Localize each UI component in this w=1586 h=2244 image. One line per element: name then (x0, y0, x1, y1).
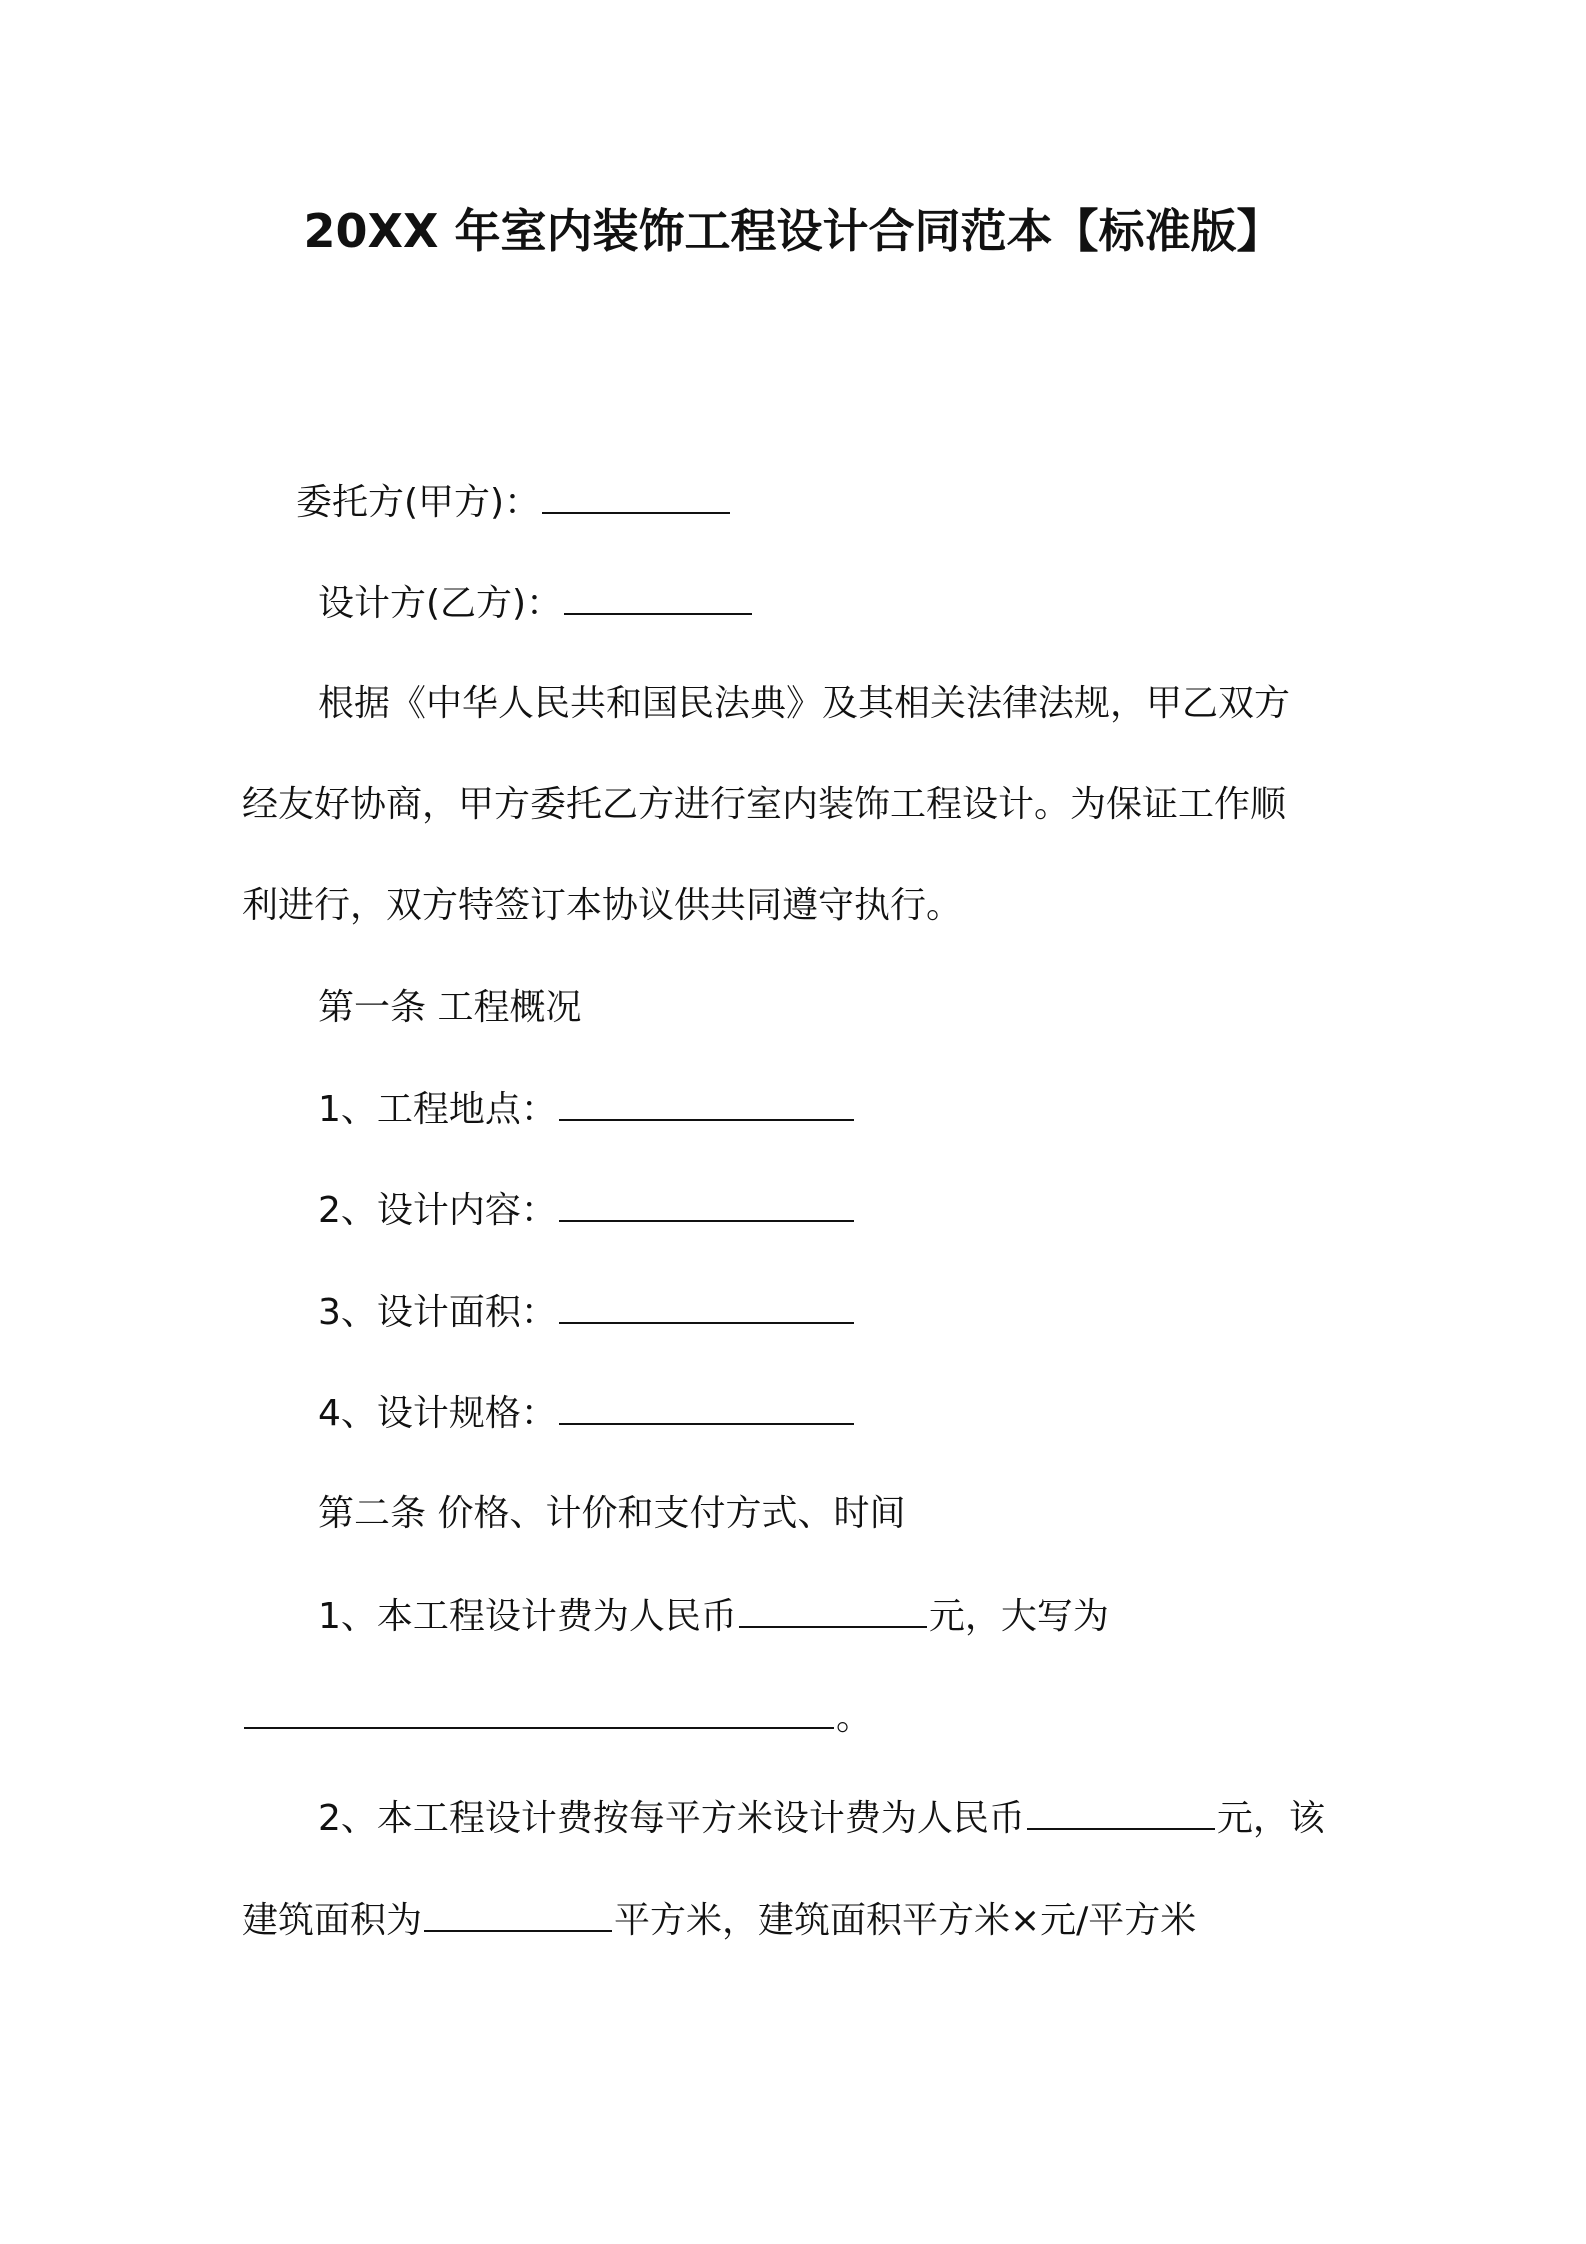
item-blank (559, 1282, 854, 1324)
fee-blank (739, 1586, 927, 1628)
clause-text: 元，该 (1216, 1798, 1325, 1839)
article-2-clause-1 (318, 1586, 1109, 1647)
clause-text: 2、本工程设计费按每平方米设计费为人民币 (318, 1798, 1025, 1839)
article-2-clause-2 (318, 1788, 1325, 1849)
fee-uppercase-blank (244, 1687, 834, 1729)
article-2-clause-1-line-2 (242, 1687, 872, 1748)
intro-line-2: 经友好协商，甲方委托乙方进行室内装饰工程设计。为保证工作顺 (242, 784, 1287, 825)
item-blank (559, 1180, 854, 1222)
clause-text: 建筑面积为 (242, 1900, 423, 1941)
article-2-heading: 第二条 价格、计价和支付方式、时间 (318, 1493, 906, 1534)
intro-line-1: 根据《中华人民共和国民法典》及其相关法律法规，甲乙双方 (318, 683, 1291, 724)
article-1-item-3 (318, 1282, 856, 1343)
party-a-blank (542, 472, 730, 514)
party-a-line (296, 472, 732, 533)
article-1-heading: 第一条 工程概况 (318, 987, 582, 1028)
item-label: 1、工程地点： (318, 1089, 557, 1130)
article-1-item-4 (318, 1383, 856, 1444)
area-blank (424, 1890, 612, 1932)
intro-line-3: 利进行，双方特签订本协议供共同遵守执行。 (242, 885, 963, 926)
party-b-blank (564, 573, 752, 615)
unit-price-blank (1027, 1788, 1215, 1830)
clause-text: 平方米，建筑面积平方米×元/平方米 (614, 1900, 1197, 1941)
party-a-label: 委托方(甲方)： (296, 482, 541, 523)
article-2-clause-2-line-2 (242, 1890, 1196, 1951)
clause-end: 。 (836, 1697, 873, 1738)
item-label: 3、设计面积： (318, 1292, 557, 1333)
item-label: 2、设计内容： (318, 1190, 557, 1231)
clause-text: 元，大写为 (928, 1596, 1109, 1637)
article-1-item-2 (318, 1180, 856, 1241)
party-b-line (318, 573, 754, 634)
item-label: 4、设计规格： (318, 1393, 557, 1434)
item-blank (559, 1079, 854, 1121)
document-title: 20XX 年室内装饰工程设计合同范本【标准版】 (303, 204, 1283, 258)
party-b-label: 设计方(乙方)： (318, 583, 563, 624)
item-blank (559, 1383, 854, 1425)
article-1-item-1 (318, 1079, 856, 1140)
clause-text: 1、本工程设计费为人民币 (318, 1596, 737, 1637)
